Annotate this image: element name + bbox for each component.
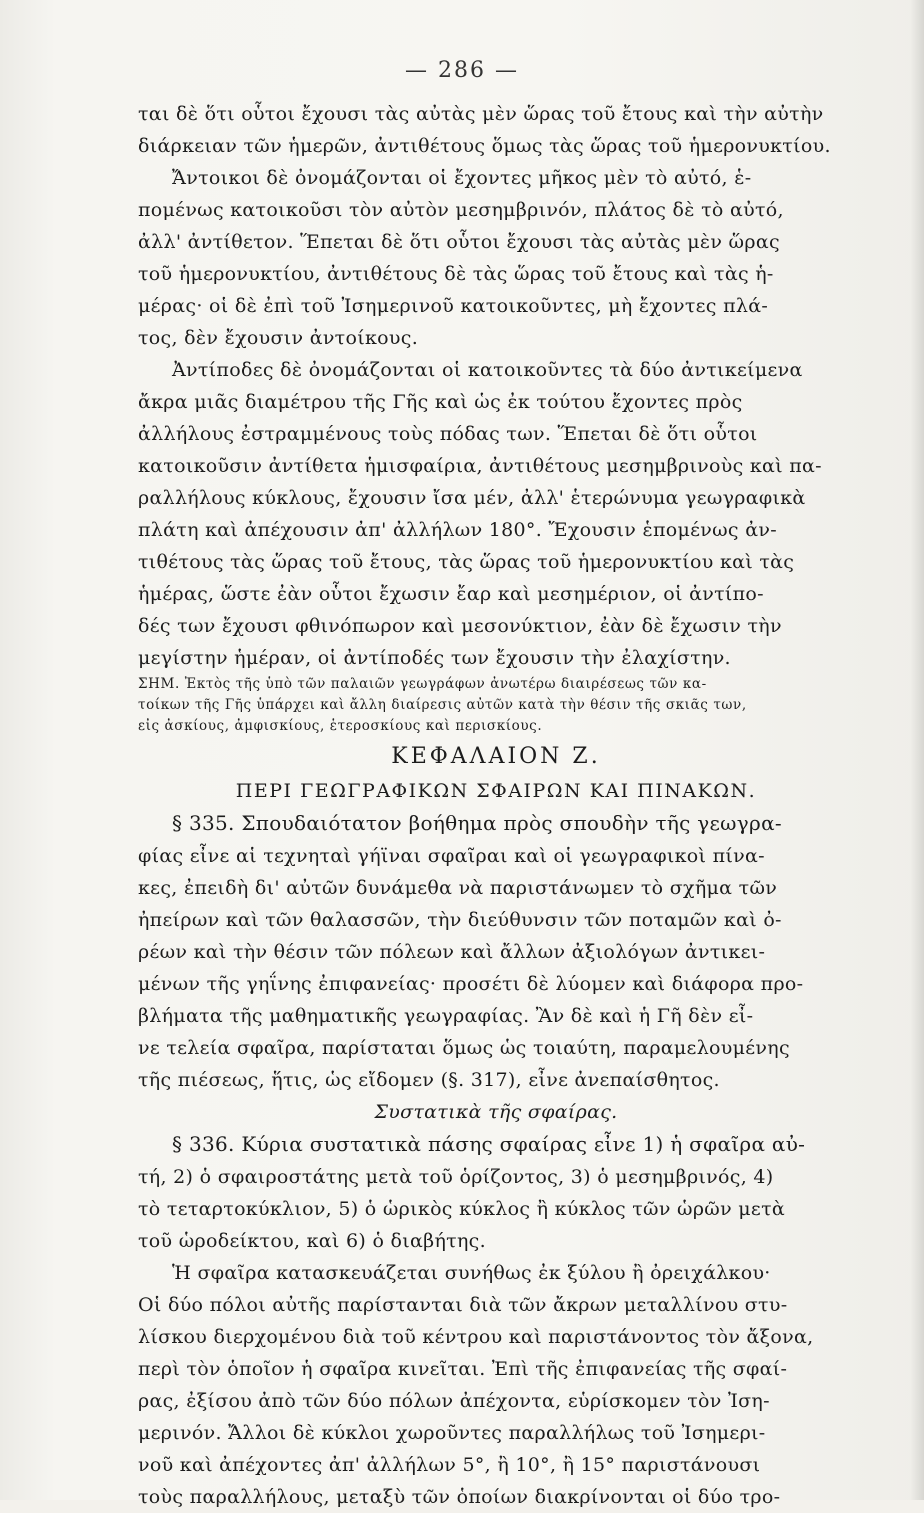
text-line: ται δὲ ὅτι οὗτοι ἔχουσι τὰς αὐτὰς μὲν ὥρας τοῦ ἔτους καὶ τὴν αὐτὴν	[138, 103, 824, 125]
paragraph-335-line: φίας εἶνε αἱ τεχνηταὶ γήϊναι σφαῖραι καὶ οἱ γεωγραφικοὶ πίνα-	[138, 845, 765, 867]
paragraph-335-line: § 335. Σπουδαιότατον βοήθημα πρὸς σπουδὴν τῆς γεωγρα-	[172, 811, 782, 835]
note-line: ΣΗΜ. Ἐκτὸς τῆς ὑπὸ τῶν παλαιῶν γεωγράφων ἀνωτέρω διαιρέσεως τῶν κα-	[138, 676, 707, 692]
text-line: Ἄντοικοι δὲ ὀνομάζονται οἱ ἔχοντες μῆκος μὲν τὸ αὐτό, ἑ-	[172, 167, 752, 189]
paragraph-336-line: τοῦ ὡροδείκτου, καὶ 6) ὁ διαβήτης.	[138, 1230, 486, 1252]
text-line: μεγίστην ἡμέραν, οἱ ἀντίποδές των ἔχουσιν τὴν ἐλαχίστην.	[138, 647, 731, 669]
paragraph-335-line: βλήματα τῆς μαθηματικῆς γεωγραφίας. Ἂν δὲ καὶ ἡ Γῆ δὲν εἶ-	[138, 1005, 754, 1027]
paragraph-336-line: § 336. Κύρια συστατικὰ πάσης σφαίρας εἶνε 1) ἡ σφαῖρα αὐ-	[172, 1132, 806, 1156]
text-line: ἄκρα μιᾶς διαμέτρου τῆς Γῆς καὶ ὡς ἐκ τούτου ἔχοντες πρὸς	[138, 391, 743, 413]
paragraph-336-line: τὸ τεταρτοκύκλιον, 5) ὁ ὡρικὸς κύκλος ἢ κύκλος τῶν ὡρῶν μετὰ	[138, 1198, 786, 1220]
paragraph-335-line: μένων τῆς γηΐνης ἐπιφανείας· προσέτι δὲ λύομεν καὶ διάφορα προ-	[138, 973, 804, 995]
paragraph-line: ρας, ἐξίσου ἀπὸ τῶν δύο πόλων ἀπέχοντα, εὑρίσκομεν τὸν Ἰση-	[138, 1390, 770, 1412]
text-line: δές των ἔχουσι φθινόπωρον καὶ μεσονύκτιον, ἐὰν δὲ ἔχωσιν τὴν	[138, 615, 782, 637]
paragraph-line: νοῦ καὶ ἀπέχοντες ἀπ' ἀλλήλων 5°, ἢ 10°, ἢ 15° παριστάνουσι	[138, 1454, 761, 1476]
paragraph-335-line: ἠπείρων καὶ τῶν θαλασσῶν, τὴν διεύθυνσιν τῶν ποταμῶν καὶ ὀ-	[138, 909, 782, 931]
text-line: Ἀντίποδες δὲ ὀνομάζονται οἱ κατοικοῦντες τὰ δύο ἀντικείμενα	[172, 359, 803, 381]
text-line: τος, δὲν ἔχουσιν ἀντοίκους.	[138, 327, 419, 349]
text-line: ἡμέρας, ὥστε ἐὰν οὗτοι ἔχωσιν ἔαρ καὶ μεσημέριον, οἱ ἀντίπο-	[138, 583, 764, 605]
paragraph-line: μερινόν. Ἄλλοι δὲ κύκλοι χωροῦντες παραλλήλως τοῦ Ἰσημερι-	[138, 1422, 766, 1444]
text-line: τιθέτους τὰς ὥρας τοῦ ἔτους, τὰς ὥρας τοῦ ἡμερονυκτίου καὶ τὰς	[138, 551, 795, 573]
paragraph-335-line: νε τελεία σφαῖρα, παρίσταται ὅμως ὡς τοιαύτη, παραμελουμένης	[138, 1037, 790, 1059]
text-line: πλάτη καὶ ἀπέχουσιν ἀπ' ἀλλήλων 180°. Ἔχουσιν ἑπομένως ἀν-	[138, 519, 777, 541]
text-line: μέρας· οἱ δὲ ἐπὶ τοῦ Ἰσημερινοῦ κατοικοῦντες, μὴ ἔχοντες πλά-	[138, 295, 769, 317]
section-title: ΠΕΡΙ ΓΕΩΓΡΑΦΙΚΩΝ ΣΦΑΙΡΩΝ ΚΑΙ ΠΙΝΑΚΩΝ.	[235, 780, 757, 802]
page-edge-shadow	[910, 0, 924, 1500]
text-line: ραλλήλους κύκλους, ἔχουσιν ἴσα μέν, ἀλλ' ἑτερώνυμα γεωγραφικὰ	[138, 487, 806, 509]
paragraph-335-line: κες, ἐπειδὴ δι' αὐτῶν δυνάμεθα νὰ παριστάνωμεν τὸ σχῆμα τῶν	[138, 877, 778, 899]
note-line: εἰς ἀσκίους, ἀμφισκίους, ἑτεροσκίους καὶ περισκίους.	[138, 718, 543, 734]
note-line: τοίκων τῆς Γῆς ὑπάρχει καὶ ἄλλη διαίρεσις αὐτῶν κατὰ τὴν θέσιν τῆς σκιᾶς των,	[138, 697, 747, 713]
paragraph-335-line: ρέων καὶ τὴν θέσιν τῶν πόλεων καὶ ἄλλων ἀξιολόγων ἀντικει-	[138, 941, 766, 963]
paragraph-line: Ἡ σφαῖρα κατασκευάζεται συνήθως ἐκ ξύλου ἢ ὀρειχάλκου·	[172, 1262, 771, 1284]
text-line: ἀλλ' ἀντίθετον. Ἕπεται δὲ ὅτι οὗτοι ἔχουσι τὰς αὐτὰς μὲν ὥρας	[138, 231, 780, 253]
text-line: πομένως κατοικοῦσι τὸν αὐτὸν μεσημβρινόν, πλάτος δὲ τὸ αὐτό,	[138, 199, 784, 221]
paragraph-line: λίσκου διερχομένου διὰ τοῦ κέντρου καὶ παριστάνοντος τὸν ἄξονα,	[138, 1326, 814, 1348]
text-line: κατοικοῦσιν ἀντίθετα ἡμισφαίρια, ἀντιθέτους μεσημβρινοὺς καὶ πα-	[138, 455, 822, 477]
text-line: ἀλλήλους ἐστραμμένους τοὺς πόδας των. Ἕπεται δὲ ὅτι οὗτοι	[138, 423, 758, 445]
text-line: διάρκειαν τῶν ἡμερῶν, ἀντιθέτους ὅμως τὰς ὥρας τοῦ ἡμερονυκτίου.	[138, 135, 831, 157]
paragraph-335-line: τῆς πιέσεως, ἥτις, ὡς εἴδομεν (§. 317), εἶνε ἀνεπαίσθητος.	[138, 1069, 720, 1091]
page-number: — 286 —	[405, 58, 519, 83]
paragraph-line: τοὺς παραλλήλους, μεταξὺ τῶν ὁποίων διακρίνονται οἱ δύο τρο-	[138, 1486, 781, 1508]
subheading: Συστατικὰ τῆς σφαίρας.	[374, 1101, 618, 1123]
paragraph-line: περὶ τὸν ὁποῖον ἡ σφαῖρα κινεῖται. Ἐπὶ τῆς ἐπιφανείας τῆς σφαί-	[138, 1358, 788, 1380]
text-line: τοῦ ἡμερονυκτίου, ἀντιθέτους δὲ τὰς ὥρας τοῦ ἔτους καὶ τὰς ἡ-	[138, 263, 774, 285]
paragraph-336-line: τή, 2) ὁ σφαιροστάτης μετὰ τοῦ ὁρίζοντος, 3) ὁ μεσημβρινός, 4)	[138, 1166, 774, 1188]
chapter-heading: ΚΕΦΑΛΑΙΟΝ Ζ.	[391, 744, 601, 769]
page-body	[138, 98, 854, 1513]
paragraph-line: Οἱ δύο πόλοι αὐτῆς παρίστανται διὰ τῶν ἄκρων μεταλλίνου στυ-	[138, 1294, 788, 1316]
